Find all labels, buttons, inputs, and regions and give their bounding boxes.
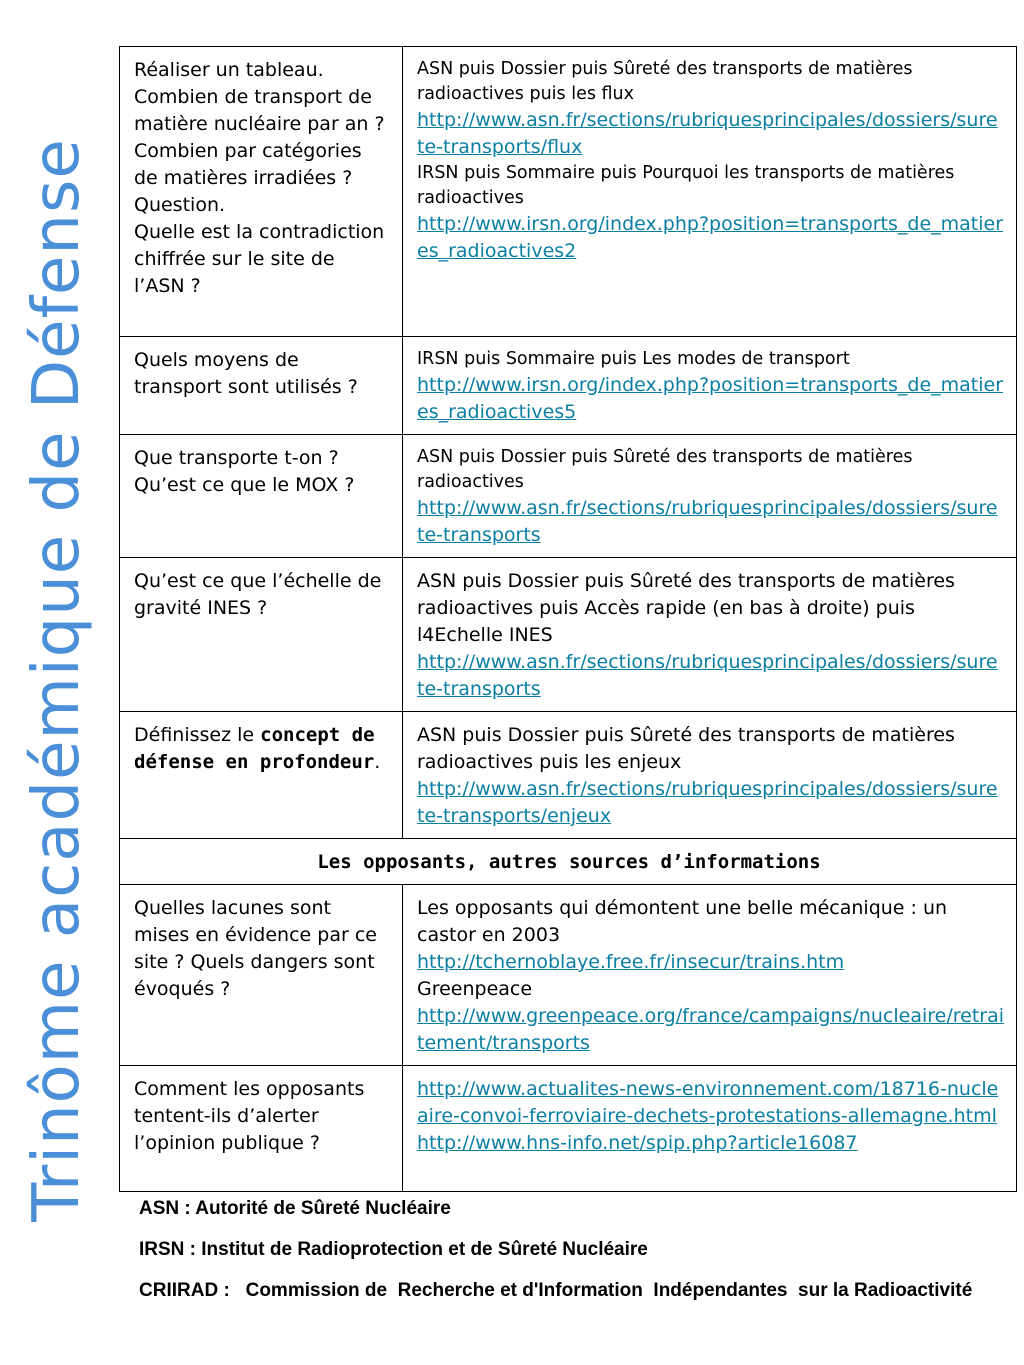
resource-link[interactable]: http://www.greenpeace.org/france/campaigns/nucleaire/retraitement/transports (417, 1005, 1005, 1054)
table-row (120, 47, 1017, 337)
answer-cell (403, 885, 1017, 1066)
answer-text: ASN puis Dossier puis Sûreté des transports de matières radioactives puis les flux (417, 59, 913, 104)
question-text: Quelles lacunes sont mises en évidence par ce site ? Quels dangers sont évoqués ? (134, 897, 377, 1000)
question-cell (120, 712, 403, 839)
question-text: Comment les opposants tentent-ils d’alerter l’opinion publique ? (134, 1078, 365, 1154)
side-title-container (0, 0, 115, 1320)
answer-text: ASN puis Dossier puis Sûreté des transports de matières radioactives puis les enjeux (417, 724, 955, 773)
table-row (120, 885, 1017, 1066)
resource-link[interactable]: http://tchernoblaye.free.fr/insecur/trains.htm (417, 951, 845, 973)
resource-link[interactable]: http://www.actualites-news-environnement.com/18716-nucleaire-convoi-ferroviaire-dechets-protestations-allemagne.html (417, 1078, 999, 1127)
table-row (120, 712, 1017, 839)
answer-text: Greenpeace (417, 978, 533, 1000)
resource-link[interactable]: http://www.irsn.org/index.php?position=transports_de_matieres_radioactives5 (417, 374, 1004, 423)
answer-cell (403, 337, 1017, 435)
section-header-row (120, 839, 1017, 885)
answer-text: IRSN puis Sommaire puis Pourquoi les transports de matières radioactives (417, 163, 955, 208)
answer-text: ASN puis Dossier puis Sûreté des transports de matières radioactives (417, 447, 913, 492)
resource-table (119, 46, 1017, 1192)
resource-link[interactable]: http://www.asn.fr/sections/rubriquesprincipales/dossiers/surete-transports (417, 651, 998, 700)
resource-link[interactable]: http://www.asn.fr/sections/rubriquesprincipales/dossiers/surete-transports (417, 497, 998, 546)
question-cell (120, 337, 403, 435)
answer-text: Les opposants qui démontent une belle mécanique : un castor en 2003 (417, 897, 948, 946)
question-text: Définissez le (134, 724, 261, 746)
resource-link[interactable]: http://www.hns-info.net/spip.php?article16087 (417, 1132, 858, 1154)
table-row (120, 435, 1017, 558)
answer-cell (403, 435, 1017, 558)
footnote-criirad: CRIIRAD : Commission de Recherche et d'Information Indépendantes sur la Radioactivité (139, 1280, 973, 1301)
question-cell (120, 885, 403, 1066)
question-text: Quels moyens de transport sont utilisés ? (134, 349, 358, 398)
question-text-end: . (374, 751, 381, 773)
resource-link[interactable]: http://www.irsn.org/index.php?position=transports_de_matieres_radioactives2 (417, 213, 1004, 262)
table-row (120, 558, 1017, 712)
question-cell (120, 435, 403, 558)
answer-text: ASN puis Dossier puis Sûreté des transports de matières radioactives puis Accès rapide (en bas à droite) puis l4Echelle INES (417, 570, 955, 646)
question-text: Que transporte t-on ? Qu’est ce que le MOX ? (134, 447, 355, 496)
question-cell (120, 47, 403, 337)
resource-link[interactable]: http://www.asn.fr/sections/rubriquesprincipales/dossiers/surete-transports/enjeux (417, 778, 998, 827)
footnote-asn: ASN : Autorité de Sûreté Nucléaire (139, 1198, 451, 1219)
footnote-irsn: IRSN : Institut de Radioprotection et de Sûreté Nucléaire (139, 1239, 648, 1260)
table-row (120, 337, 1017, 435)
answer-text: IRSN puis Sommaire puis Les modes de transport (417, 349, 850, 369)
answer-cell (403, 558, 1017, 712)
answer-cell (403, 47, 1017, 337)
answer-cell (403, 1066, 1017, 1192)
question-text: Qu’est ce que l’échelle de gravité INES ? (134, 570, 382, 619)
answer-cell (403, 712, 1017, 839)
question-cell (120, 558, 403, 712)
side-title: Trinôme académique de Défense (20, 138, 94, 1222)
resource-link[interactable]: http://www.asn.fr/sections/rubriquesprincipales/dossiers/surete-transports/flux (417, 109, 998, 158)
question-keyword: concept de défense en profondeur (134, 724, 375, 773)
question-text: Réaliser un tableau. Combien de transport de matière nucléaire par an ? Combien par catégories de matières irradiées ? Question. Quelle est la contradiction chiffrée sur le site de l’ASN ? (134, 59, 385, 297)
question-cell (120, 1066, 403, 1192)
section-header: Les opposants, autres sources d’informations (120, 839, 1017, 885)
table-row (120, 1066, 1017, 1192)
